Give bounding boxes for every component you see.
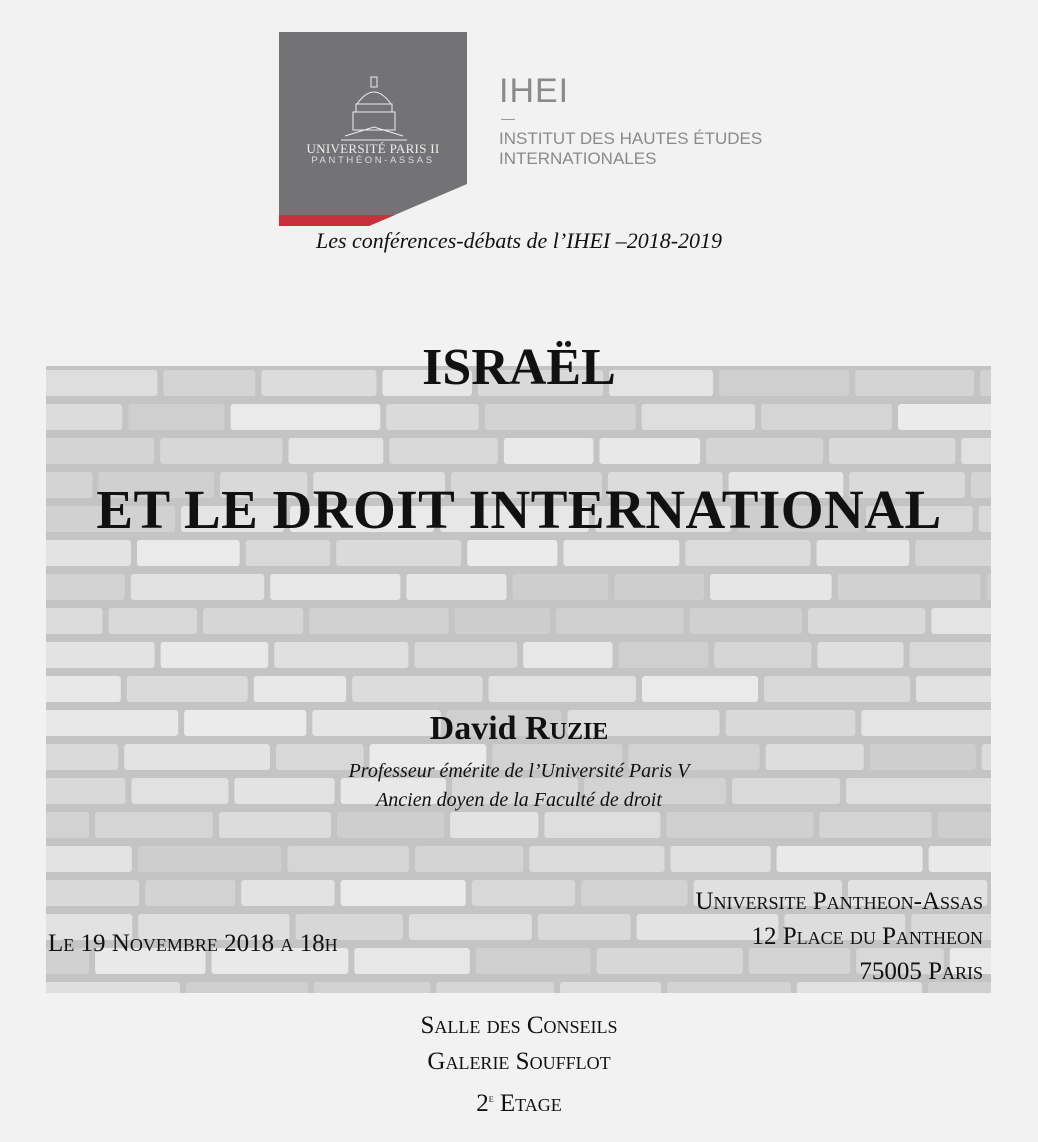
brick xyxy=(710,574,832,600)
brick xyxy=(46,982,180,993)
brick xyxy=(231,404,381,430)
brick xyxy=(46,812,89,838)
address-line1: Universite Pantheon-Assas xyxy=(695,888,983,915)
brick xyxy=(455,608,551,634)
brick xyxy=(46,540,131,566)
brick xyxy=(915,540,991,566)
floor-word: Etage xyxy=(499,1090,562,1117)
brick xyxy=(563,540,679,566)
brick xyxy=(436,982,554,993)
brick xyxy=(819,812,931,838)
brick xyxy=(95,812,213,838)
brick xyxy=(472,880,575,906)
brick xyxy=(246,540,330,566)
brick xyxy=(706,438,823,464)
series-title: Les conférences-débats de l’IHEI –2018-2019 xyxy=(315,228,723,253)
brick xyxy=(241,880,334,906)
institute-name xyxy=(499,129,762,169)
brick xyxy=(186,982,308,993)
brick xyxy=(203,608,303,634)
brick xyxy=(764,676,910,702)
brick xyxy=(987,574,991,600)
speaker-role-2: Ancien doyen de la Faculté de droit xyxy=(376,789,662,811)
floor-number: 2 xyxy=(476,1090,489,1117)
brick xyxy=(46,676,121,702)
brick xyxy=(336,540,461,566)
venue-gallery: Galerie Soufflot xyxy=(427,1048,611,1075)
brick xyxy=(938,812,991,838)
brick xyxy=(46,438,154,464)
brick xyxy=(131,574,264,600)
brick xyxy=(829,438,955,464)
brick xyxy=(219,812,331,838)
brick xyxy=(523,642,612,668)
brick xyxy=(581,880,687,906)
brick xyxy=(450,812,538,838)
brick xyxy=(341,880,466,906)
brick xyxy=(690,608,802,634)
brick xyxy=(489,676,636,702)
brick xyxy=(714,642,811,668)
brick xyxy=(46,880,139,906)
brick xyxy=(808,608,925,634)
brick xyxy=(386,404,478,430)
event-venue xyxy=(0,1008,1038,1122)
speaker-first-name: David xyxy=(429,710,517,747)
brick xyxy=(777,846,923,872)
brick xyxy=(128,404,224,430)
brick xyxy=(909,642,991,668)
event-date: Le 19 Novembre 2018 a 18h xyxy=(48,930,338,957)
brick xyxy=(406,574,506,600)
brick xyxy=(254,676,346,702)
brick xyxy=(46,574,125,600)
brick xyxy=(529,846,664,872)
address-line3: 75005 Paris xyxy=(859,958,983,985)
brick xyxy=(270,574,400,600)
brick xyxy=(109,608,197,634)
brick xyxy=(145,880,235,906)
brick xyxy=(161,642,269,668)
speaker-last-name: Ruzie xyxy=(525,710,609,747)
brick xyxy=(309,608,448,634)
brick xyxy=(544,812,660,838)
venue-floor xyxy=(0,1080,1038,1122)
brick xyxy=(504,438,594,464)
brick xyxy=(931,608,991,634)
brick xyxy=(560,982,661,993)
logo-university-name: UNIVERSITÉ PARIS II xyxy=(306,141,440,156)
brick xyxy=(614,574,704,600)
brick xyxy=(485,404,636,430)
brick xyxy=(619,642,709,668)
title-line2: ET LE DROIT INTERNATIONAL xyxy=(96,479,942,540)
brick xyxy=(599,438,700,464)
brick xyxy=(389,438,498,464)
brick xyxy=(898,404,991,430)
brick xyxy=(666,812,813,838)
brick xyxy=(46,642,155,668)
brick xyxy=(352,676,482,702)
speaker-role-1: Professeur émérite de l’Université Paris V xyxy=(348,760,690,782)
brick xyxy=(137,540,240,566)
venue-room: Salle des Conseils xyxy=(420,1012,618,1039)
brick xyxy=(160,438,282,464)
brick xyxy=(138,846,282,872)
brick xyxy=(314,982,430,993)
brick xyxy=(415,846,523,872)
speaker-name xyxy=(0,710,1038,748)
brick xyxy=(761,404,892,430)
brick xyxy=(46,404,122,430)
brick xyxy=(274,642,408,668)
brick xyxy=(46,846,132,872)
divider xyxy=(501,119,515,120)
brick xyxy=(961,438,991,464)
brick xyxy=(642,404,755,430)
brick xyxy=(916,676,991,702)
floor-sup: e xyxy=(488,1091,494,1105)
brick xyxy=(685,540,810,566)
brick xyxy=(642,676,758,702)
brick xyxy=(670,846,770,872)
brick xyxy=(467,540,557,566)
event-address xyxy=(695,884,983,989)
institute-name-line1: INSTITUT DES HAUTES ÉTUDES xyxy=(499,129,763,148)
brick xyxy=(409,914,532,940)
brick xyxy=(817,642,903,668)
brick xyxy=(354,948,469,974)
logo-university-subname: PANTHÉON-ASSAS xyxy=(311,155,435,166)
address-line2: 12 Place du Pantheon xyxy=(751,923,983,950)
institute-name-line2: INTERNATIONALES xyxy=(499,149,657,168)
brick xyxy=(556,608,684,634)
title-line1: ISRAËL xyxy=(422,339,616,396)
brick xyxy=(337,812,444,838)
brick xyxy=(838,574,981,600)
institute-acronym: IHEI xyxy=(499,72,570,110)
university-logo xyxy=(279,32,469,226)
brick xyxy=(287,846,409,872)
brick xyxy=(513,574,609,600)
brick xyxy=(288,438,383,464)
brick xyxy=(414,642,517,668)
brick xyxy=(476,948,591,974)
brick xyxy=(127,676,248,702)
brick xyxy=(46,608,103,634)
brick xyxy=(816,540,909,566)
brick xyxy=(929,846,991,872)
brick xyxy=(538,914,631,940)
